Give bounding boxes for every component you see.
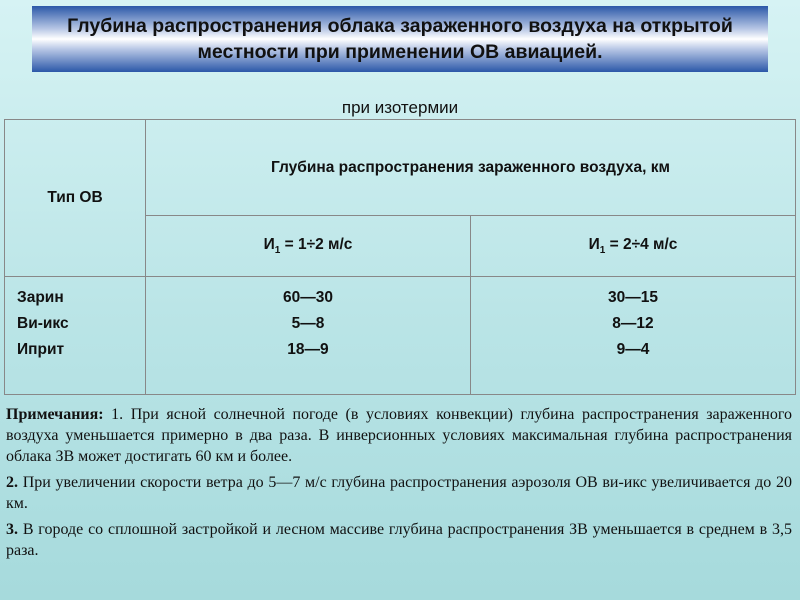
table-row: [5, 277, 796, 395]
depth-value: 5—8: [291, 315, 325, 332]
depth-value: 18—9: [287, 341, 329, 358]
table-header-row: [5, 120, 796, 216]
notes: [6, 404, 792, 566]
agent-list: [5, 277, 146, 395]
values-speed-1: [146, 277, 471, 395]
agent-name: Иприт: [17, 341, 65, 358]
depth-value: 30—15: [608, 289, 658, 306]
header-depth: Глубина распространения зараженного воздуха, км: [146, 120, 796, 216]
header-speed-1: $И_1 = 1\div 2$ м/с: [146, 216, 471, 277]
depth-value: 60—30: [283, 289, 333, 306]
agent-name: Зарин: [17, 289, 64, 306]
subtitle: при изотермии: [341, 98, 459, 117]
note-2: 2. При увеличении скорости ветра до 5—7 м/с глубина распространения аэрозоля ОВ ви-икс увеличивается до 20 км.: [6, 474, 792, 512]
values-speed-2: [470, 277, 795, 395]
depth-table: [4, 119, 796, 395]
page-title: Глубина распространения облака зараженного воздуха на открытой местности при применении ОВ авиацией.: [67, 15, 733, 63]
header-agent-type: Тип ОВ: [5, 120, 146, 277]
depth-value: 8—12: [612, 315, 654, 332]
notes-label: Примечания:: [6, 406, 104, 423]
note-3: 3. В городе со сплошной застройкой и лесном массиве глубина распространения ЗВ уменьшается в среднем в 3,5 раза.: [6, 521, 792, 559]
agent-name: Ви-икс: [17, 315, 69, 332]
title-banner: [32, 6, 768, 72]
note-1: Примечания: 1. При ясной солнечной погоде (в условиях конвекции) глубина распространения зараженного воздуха уменьшается примерно в два раза. В инверсионных условиях максимальная глубина распространения облака ЗВ может достигать 60 км и более.: [6, 406, 792, 465]
depth-value: 9—4: [616, 341, 650, 358]
header-speed-2: $И_1 = 2\div 4$ м/с: [470, 216, 795, 277]
